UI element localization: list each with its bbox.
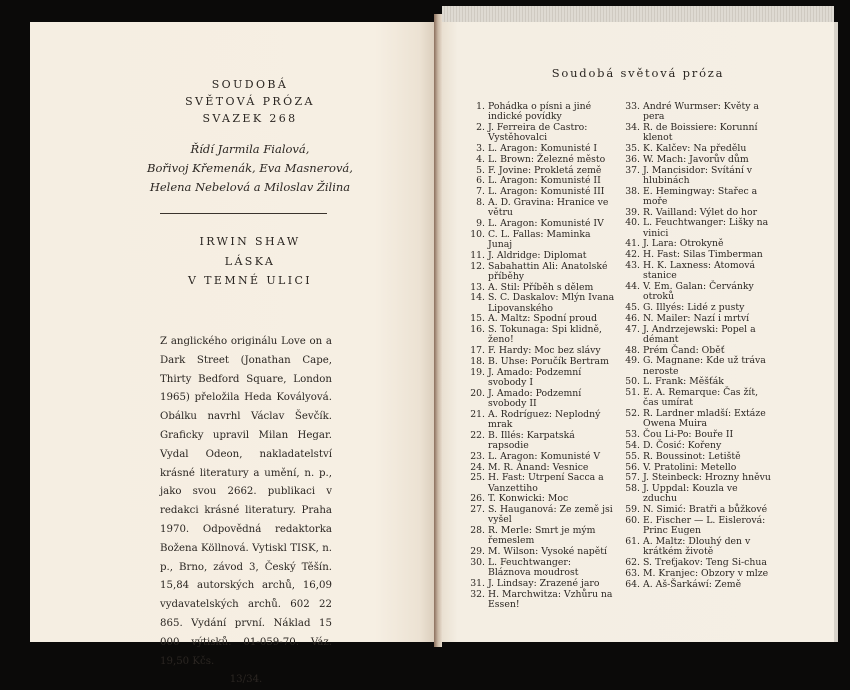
list-item [466, 251, 616, 261]
list-item [466, 558, 616, 578]
item-title: V. Pratolini: Metello [643, 461, 737, 473]
item-number: 51. [625, 387, 640, 399]
item-title: L. Feuchtwanger: Bláznova moudrost [488, 556, 579, 579]
list-item [621, 430, 773, 440]
item-title: Prém Čand: Oběť [643, 344, 725, 356]
item-title: R. Boussinot: Letiště [643, 450, 741, 462]
list-item [466, 526, 616, 546]
item-number: 21. [470, 408, 485, 420]
item-number: 36. [625, 153, 640, 165]
item-number: 47. [625, 323, 640, 335]
list-item [466, 219, 616, 229]
item-number: 12. [470, 260, 485, 272]
list-item [466, 357, 616, 367]
list-item [621, 484, 773, 504]
list-item [621, 282, 773, 302]
item-number: 8. [476, 196, 485, 208]
item-title: E. A. Remarque: Čas žít, čas umírat [643, 387, 759, 409]
list-item [621, 218, 773, 238]
item-title: J. Ferreira de Castro: Vystěhovalci [488, 122, 588, 144]
colophon-text: Z anglického originálu Love on a Dark Street (Jonathan Cape, Thirty Bedford Square, London 1965) přeložila Heda Kovályová. Obálku navrhl Václav Ševčík. Graficky upravil Milan Hegar. Vydal Odeon, nakladatelství krásné literatury a umění, n. p., jako svou 2662. publikaci v redakci krásné literatury. Praha 1970. Odpovědná redaktorka Božena Köllnová. Vytiskl TISK, n. p., Brno, závod 3, Český Těšín. 15,84 autorských archů, 16,09 vydavatelských archů. 602 22 865. Vydání první. Náklad 15 000 výtisků. 01-059-70. Váz. 19,50 Kčs. [160, 336, 332, 667]
item-title: A. Maltz: Dlouhý den v krátkém životě [643, 535, 751, 558]
list-item [621, 314, 773, 324]
list-item [621, 558, 773, 568]
list-item [621, 569, 773, 579]
book-spine [434, 14, 442, 647]
list-item [466, 176, 616, 186]
item-title: A. D. Gravina: Hranice ve větru [488, 196, 609, 219]
item-number: 6. [476, 175, 485, 187]
item-title: N. Simić: Bratři a bůžkové [643, 504, 768, 516]
list-item [621, 208, 773, 218]
item-title: E. Fischer — L. Eislerová: Princ Eugen [643, 514, 766, 537]
list-item [621, 516, 773, 536]
item-title: R. de Boissiere: Korunní klenot [643, 122, 758, 144]
list-item [621, 580, 773, 590]
item-number: 19. [470, 366, 485, 378]
list-item [466, 431, 616, 451]
item-number: 45. [625, 301, 640, 313]
list-item [621, 303, 773, 313]
item-title: S. C. Daskalov: Mlýn Ivana Lipovanského [488, 292, 615, 314]
item-title: André Wurmser: Květy a pera [643, 101, 759, 123]
item-number: 44. [625, 280, 640, 292]
item-number: 53. [625, 429, 640, 441]
item-title: S. Hauganová: Ze země jsi vyšel [488, 504, 613, 526]
item-title: H. Fast: Utrpení Sacca a Vanzettiho [488, 472, 604, 494]
item-number: 61. [625, 535, 640, 547]
list-item [621, 452, 773, 462]
item-number: 56. [625, 461, 640, 473]
item-number: 24. [470, 461, 485, 473]
list-item [466, 166, 616, 176]
editors-line: Helena Nebelová a Miloslav Žilina [149, 180, 351, 194]
item-number: 31. [470, 577, 485, 589]
item-number: 16. [470, 324, 485, 336]
item-title: L. Aragon: Komunisté I [488, 143, 598, 154]
item-title: J. Andrzejewski: Popel a démant [643, 323, 756, 345]
item-title: A. Aš-Šarkáwí: Země [643, 578, 742, 590]
item-number: 14. [470, 292, 485, 304]
item-title: J. Steinbeck: Hrozny hněvu [643, 472, 771, 484]
item-number: 26. [470, 493, 485, 505]
list-item [621, 250, 773, 260]
list-item [466, 123, 616, 143]
item-number: 9. [476, 217, 485, 229]
list-item [466, 547, 616, 557]
item-number: 64. [625, 578, 640, 590]
item-number: 1. [476, 101, 485, 112]
item-title: S. Tokunaga: Spi klidně, ženo! [488, 324, 602, 346]
item-title: J. Aldridge: Diplomat [488, 249, 587, 261]
item-title: T. Konwicki: Moc [488, 493, 569, 505]
item-title: G. Illyés: Lidé z pusty [643, 301, 745, 313]
item-title: L. Aragon: Komunisté IV [488, 217, 604, 229]
item-number: 2. [476, 122, 485, 133]
item-title: B. Uhse: Poručík Bertram [488, 355, 609, 367]
item-title: N. Mailer: Nazí i mrtví [643, 312, 750, 324]
item-title: W. Mach: Javorův dům [643, 153, 749, 165]
item-title: G. Magnane: Kde už tráva neroste [643, 355, 766, 377]
item-title: Pohádka o písni a jiné indické povídky [488, 101, 592, 123]
item-title: F. Jovine: Prokletá země [488, 164, 602, 176]
list-item [466, 590, 616, 610]
item-number: 15. [470, 313, 485, 325]
list-item [621, 346, 773, 356]
item-title: L. Aragon: Komunisté V [488, 450, 601, 462]
list-item [466, 198, 616, 218]
list-item [466, 463, 616, 473]
list-item [621, 144, 773, 154]
list-item [621, 187, 773, 207]
item-title: J. Lara: Otrokyně [643, 238, 724, 250]
item-number: 35. [625, 143, 640, 154]
list-item [621, 356, 773, 376]
item-title: C. L. Fallas: Maminka Junaj [488, 228, 591, 250]
item-number: 38. [625, 185, 640, 197]
item-number: 11. [470, 249, 485, 261]
item-title: A. Rodríguez: Neplodný mrak [488, 408, 601, 430]
item-number: 7. [476, 186, 485, 198]
list-item [466, 102, 616, 122]
item-title: K. Kalčev: Na předělu [643, 143, 747, 154]
list-item [621, 505, 773, 515]
list-item [621, 261, 773, 281]
book-title: V TEMNÉ ULICI [187, 274, 313, 287]
item-title: M. Wilson: Vysoké napětí [488, 546, 607, 558]
item-title: M. R. Ánand: Vesnice [488, 461, 589, 473]
item-number: 37. [625, 164, 640, 176]
item-number: 23. [470, 450, 485, 462]
editors-line: Bořivoj Křemenák, Eva Masnerová, [147, 161, 353, 175]
item-title: D. Čosić: Kořeny [643, 439, 722, 451]
item-number: 60. [625, 514, 640, 526]
item-number: 5. [476, 164, 485, 176]
list-item [621, 441, 773, 451]
item-number: 29. [470, 546, 485, 558]
list-item [621, 325, 773, 345]
list-item [466, 579, 616, 589]
list-item [621, 473, 773, 483]
item-number: 49. [625, 355, 640, 367]
item-title: B. Illés: Karpatská rapsodie [488, 429, 575, 451]
divider-rule [160, 213, 327, 214]
list-item [621, 463, 773, 473]
item-number: 57. [625, 472, 640, 484]
item-number: 20. [470, 387, 485, 399]
series-list-column-2 [621, 102, 773, 590]
item-title: J. Amado: Podzemní svobody II [488, 387, 582, 409]
item-number: 10. [470, 228, 485, 240]
item-title: H. Marchwitza: Vzhůru na Essen! [488, 588, 613, 610]
list-item [466, 293, 616, 313]
item-number: 58. [625, 483, 640, 495]
item-title: L. Brown: Železné město [488, 153, 606, 165]
item-title: A. Maltz: Spodní proud [488, 313, 598, 325]
item-title: V. Em. Galan: Červánky otroků [643, 280, 754, 303]
list-item [466, 452, 616, 462]
item-number: 4. [476, 153, 485, 165]
item-number: 43. [625, 259, 640, 271]
author-name: IRWIN SHAW [199, 235, 301, 248]
item-number: 30. [470, 556, 485, 568]
item-number: 32. [470, 588, 485, 600]
item-number: 62. [625, 556, 640, 568]
list-item [466, 473, 616, 493]
list-item [466, 283, 616, 293]
item-number: 25. [470, 472, 485, 484]
item-number: 27. [470, 504, 485, 516]
list-item [466, 494, 616, 504]
item-number: 3. [476, 143, 485, 154]
list-item [466, 505, 616, 525]
list-item [621, 537, 773, 557]
item-title: L. Frank: Měšťák [643, 376, 724, 388]
list-item [621, 239, 773, 249]
list-item [621, 166, 773, 186]
item-title: L. Feuchtwanger: Lišky na vinici [643, 217, 769, 239]
series-subtitle: SVĚTOVÁ PRÓZA [185, 95, 315, 108]
item-title: R. Vailland: Výlet do hor [643, 206, 758, 218]
item-number: 39. [625, 206, 640, 218]
list-item [621, 155, 773, 165]
volume-number: SVAZEK 268 [202, 112, 298, 125]
item-number: 50. [625, 376, 640, 388]
item-title: Čou Li-Po: Bouře II [643, 429, 734, 441]
editors-line: Řídí Jarmila Fialová, [190, 142, 310, 156]
item-title: A. Stil: Příběh s dělem [488, 281, 594, 293]
item-title: L. Aragon: Komunisté II [488, 175, 601, 187]
item-title: M. Kranjec: Obzory v mlze [643, 567, 769, 579]
item-title: R. Merle: Smrt je mým řemeslem [488, 525, 596, 547]
list-item [621, 102, 773, 122]
item-number: 22. [470, 429, 485, 441]
item-number: 42. [625, 249, 640, 261]
item-title: L. Aragon: Komunisté III [488, 186, 605, 198]
list-item [621, 409, 773, 429]
item-title: H. K. Laxness: Atomová stanice [643, 259, 756, 282]
item-number: 59. [625, 504, 640, 516]
item-title: J. Mancisidor: Svítání v hlubinách [643, 164, 753, 186]
list-item [466, 155, 616, 165]
list-item [466, 389, 616, 409]
list-item [466, 230, 616, 250]
list-item [466, 410, 616, 430]
series-name: SOUDOBÁ [211, 78, 289, 91]
item-title: R. Lardner mladší: Extáze Owena Muira [643, 408, 766, 430]
series-list-column-1 [466, 102, 616, 611]
item-number: 48. [625, 344, 640, 356]
list-item [466, 144, 616, 154]
item-title: J. Lindsay: Zrazené jaro [488, 577, 600, 589]
item-number: 33. [625, 101, 640, 112]
list-item [466, 346, 616, 356]
item-title: E. Hemingway: Stařec a moře [643, 185, 758, 207]
colophon [160, 333, 332, 690]
item-title: Sabahattin Ali: Anatolské příběhy [488, 260, 608, 282]
series-list-title: Soudobá světová próza [551, 66, 725, 80]
item-number: 55. [625, 450, 640, 462]
list-item [621, 123, 773, 143]
item-number: 34. [625, 122, 640, 133]
item-number: 41. [625, 238, 640, 250]
item-number: 54. [625, 439, 640, 451]
item-title: F. Hardy: Moc bez slávy [488, 345, 601, 357]
list-item [466, 187, 616, 197]
list-item [466, 262, 616, 282]
item-title: H. Fast: Silas Timberman [643, 249, 763, 261]
list-item [466, 325, 616, 345]
item-number: 18. [470, 355, 485, 367]
list-item [621, 388, 773, 408]
list-item [466, 314, 616, 324]
item-number: 17. [470, 345, 485, 357]
item-number: 46. [625, 312, 640, 324]
item-number: 13. [470, 281, 485, 293]
item-number: 40. [625, 217, 640, 229]
item-number: 63. [625, 567, 640, 579]
book-title: LÁSKA [224, 255, 276, 268]
item-title: J. Amado: Podzemní svobody I [488, 366, 582, 388]
list-item [466, 368, 616, 388]
item-number: 28. [470, 525, 485, 537]
item-title: J. Uppdal: Kouzla ve zduchu [643, 483, 738, 505]
item-title: S. Treťjakov: Teng Si-chua [643, 556, 767, 568]
colophon-code: 13/34. [229, 674, 263, 686]
item-number: 52. [625, 408, 640, 420]
